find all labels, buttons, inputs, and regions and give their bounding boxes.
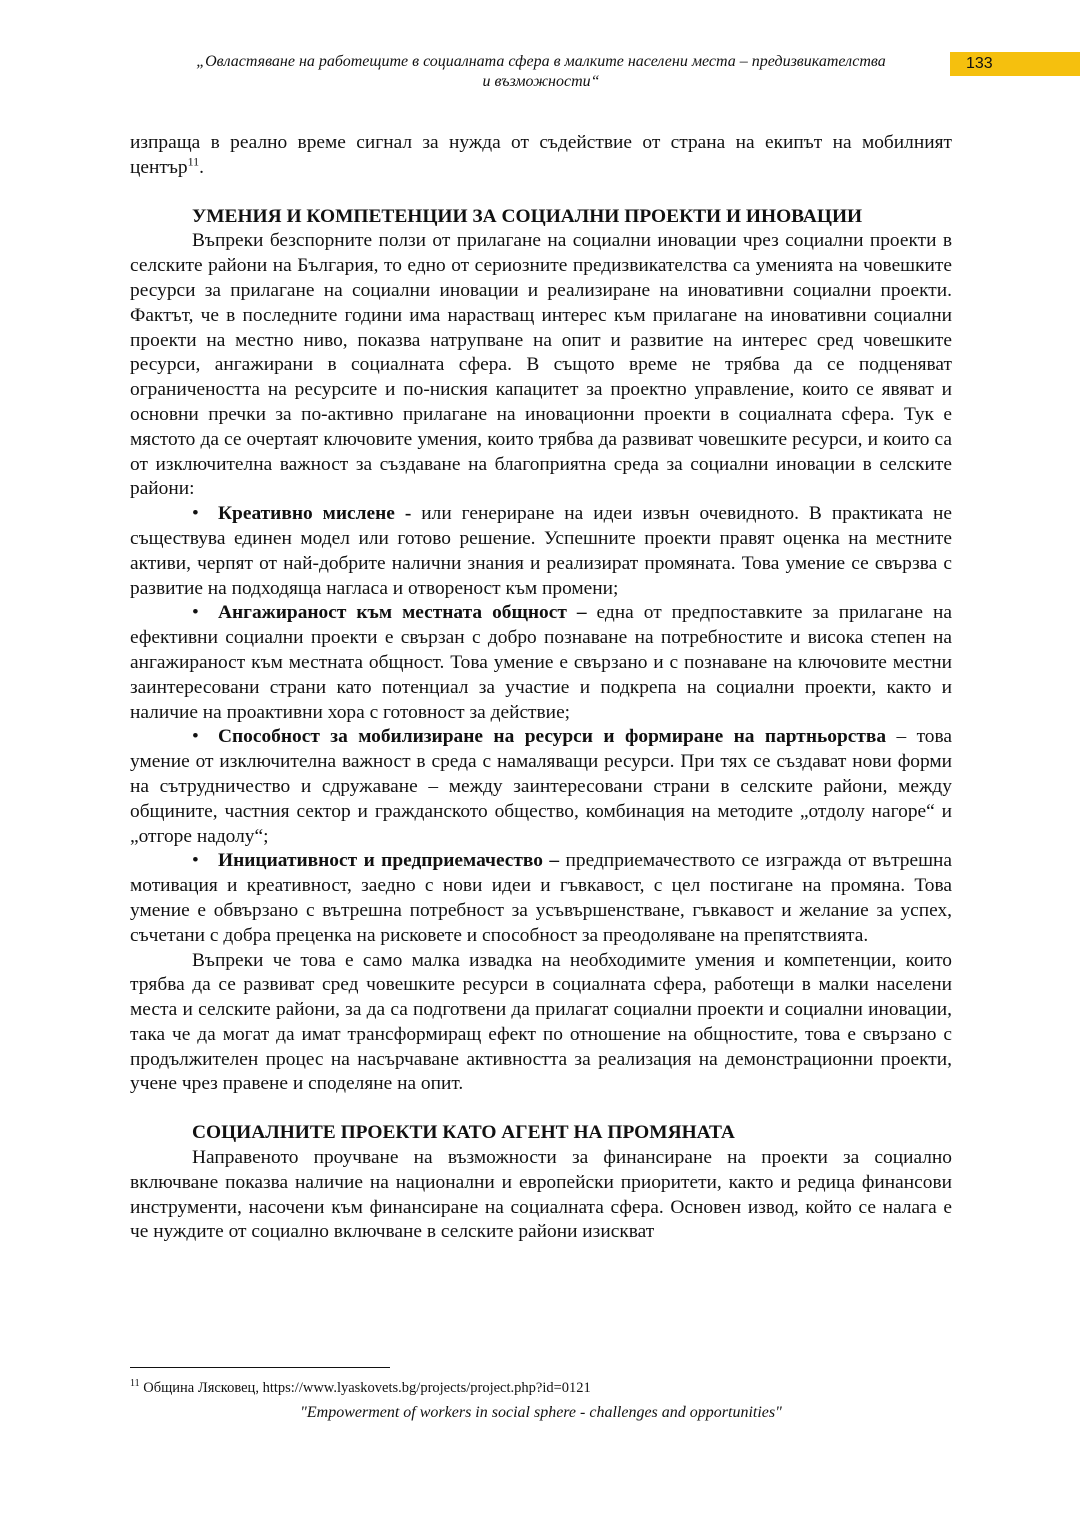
bullet-icon: • xyxy=(192,503,199,525)
bullet-item xyxy=(130,502,952,601)
section2-paragraph: Направеното проучване на възможности за финансиране на проекти за социално включване показва наличие на национални и европейски приоритети, както и редица финансови инструменти, насочени към финансиране на социалната сфера. Основен извод, който се налага е че нуждите от социално включване в селските райони изискват xyxy=(130,1147,952,1243)
bullet-item xyxy=(130,849,952,948)
section1-paragraph: Въпреки безспорните ползи от прилагане на социални иновации чрез социални проекти в селските райони на България, то едно от сериозните предизвикателства са уменията на човешките ресурси за прилагане на социални иновации и реализиране на иновативни социални проекти. Фактът, че в последните години има нарастващ интерес към прилагане на иновативни социални проекти на местно ниво, показва натрупване на опит и развитие на интерес сред човешките ресурси, ангажирани в социалната сфера. В същото време не трябва да се подценяват ограничеността на ресурсите и по-ниския капацитет за проектно управление, които се явяват и основни пречки за по-активно прилагане на иновационни проекти в социалната сфера. Тук е мястото да се очертаят ключовите умения, които трябва да развиват човешките ресурси, и които са от изключителна важност за създаване на благоприятна среда за социални иновации в селските райони: xyxy=(130,230,952,500)
header-title-line1: „Овластяване на работещите в социалната сфера в малките населени места – предизвикателства xyxy=(196,53,886,70)
bullet-item xyxy=(130,601,952,725)
running-header xyxy=(130,52,952,92)
intro-paragraph xyxy=(130,131,952,181)
running-footer: "Empowerment of workers in social sphere - challenges and opportunities" xyxy=(300,1404,782,1421)
bullet-term: Инициативност и предприемачество – xyxy=(218,850,560,872)
page-number: 133 xyxy=(966,55,993,72)
bullet-term: Способност за мобилизиране на ресурси и формиране на партньорства xyxy=(218,726,887,748)
bullet-icon: • xyxy=(192,850,199,872)
footnote-number: 11 xyxy=(130,1378,140,1390)
intro-end: . xyxy=(199,156,204,178)
bullet-icon: • xyxy=(192,726,199,748)
footnote-text: Община Лясковец, https://www.lyaskovets.bg/projects/project.php?id=0121 xyxy=(139,1380,591,1396)
bullet-text: една от предпоставките за прилагане на ефективни социални проекти е свързан с добро познаване на потребностите и висока степен на ангажираност към местната общност. Това умение е свързано и с познаване на ключовите местни заинтересовани страни като потенциал за участие и подкрепа на социални проекти, както и наличие на проактивни хора с готовност за действие; xyxy=(130,602,952,723)
page-body xyxy=(130,131,952,1245)
bullet-text: или генериране на идеи извън очевидното. В практиката не съществува единен модел или готово решение. Успешните проекти правят оценка на местните активи, черпят от най-добрите налични знания и реализират промяната. Това умение се свързва с развитие на подходяща нагласа и отвореност към промени; xyxy=(130,503,952,599)
footnote-divider xyxy=(130,1367,390,1368)
bullet-text: предприемачеството се изгражда от вътрешна мотивация и креативност, заедно с нови идеи и гъвкавост, с цел постигане на промяна. Това умение е обвързано с вътрешна потребност за усъвършенстване, гъвкавост и желание за успех, съчетани с добра преценка на рисковете и способност за преодоляване на препятствията. xyxy=(130,850,953,946)
section-heading-change-agent: СОЦИАЛНИТЕ ПРОЕКТИ КАТО АГЕНТ НА ПРОМЯНАТА xyxy=(192,1122,735,1144)
page-number-badge xyxy=(950,52,1080,76)
header-title-line2: и възможности“ xyxy=(482,73,600,90)
bullet-term: Ангажираност към местната общност – xyxy=(218,602,587,624)
bullet-icon: • xyxy=(192,602,199,624)
bullet-text: – това умение от изключителна важност в среда с намаляващи ресурси. При тях се създават нови форми на сътрудничество и сдружаване – между заинтересовани страни в селските райони, между общините, частния сектор и гражданското общество, комбинация на методите „отдолу нагоре“ и „отгоре надолу“; xyxy=(130,726,953,847)
footnote xyxy=(130,1379,952,1397)
intro-text: изпраща в реално време сигнал за нужда от съдействие от страна на екипът на мобилният център xyxy=(130,132,952,178)
bullet-term: Креативно мислене - xyxy=(218,503,412,525)
footnote-ref: 11 xyxy=(187,154,200,169)
section-heading-skills: УМЕНИЯ И КОМПЕТЕНЦИИ ЗА СОЦИАЛНИ ПРОЕКТИ И ИНОВАЦИИ xyxy=(192,205,863,227)
bullet-item xyxy=(130,725,952,849)
section1-closing: Въпреки че това е само малка извадка на необходимите умения и компетенции, които трябва да се развиват сред човешките ресурси в социалната сфера, работещи в малки населени места и селските райони, за да са подготвени да прилагат социални проекти и социални иновации, така че да могат да имат трансформиращ ефект по отношение на общностите, това е свързано с продължителен процес на насърчаване активността за реализация на демонстрационни проекти, учене чрез правене и споделяне на опит. xyxy=(130,949,952,1095)
